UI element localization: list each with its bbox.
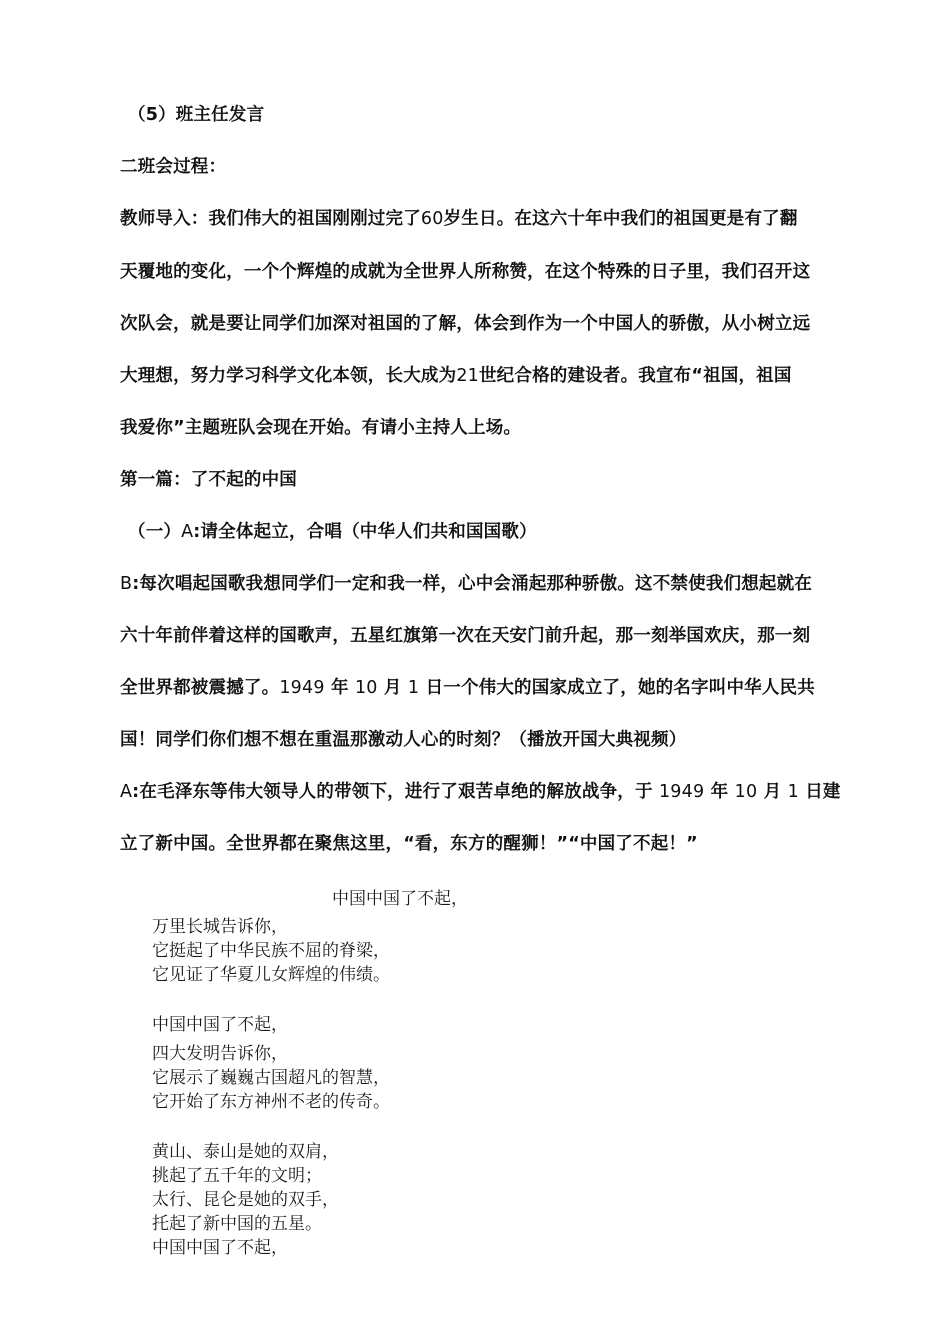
poem-line: 中国中国了不起， [332, 889, 468, 909]
heading-meeting-process: 二班会过程： [120, 157, 227, 177]
b-paragraph-line-3: 全世界都被震撼了。1949 年 10 月 1 日一个伟大的国家成立了，她的名字叫中华人民共 [120, 678, 815, 698]
poem-line: 四大发明告诉你， [152, 1044, 288, 1064]
b-paragraph-line-2: 六十年前伴着这样的国歌声，五星红旗第一次在天安门前升起，那一刻举国欢庆，那一刻 [120, 626, 811, 646]
intro-line-5: 我爱你”主题班队会现在开始。有请小主持人上场。 [120, 418, 522, 438]
poem-line: 中国中国了不起， [152, 1015, 288, 1035]
poem-line: 它挺起了中华民族不屈的脊梁， [152, 941, 390, 961]
section-one-heading: （一）A:请全体起立，合唱（中华人们共和国国歌） [128, 522, 537, 542]
a-paragraph-line-2: 立了新中国。全世界都在聚焦这里，“看，东方的醒狮！”“中国了不起！” [120, 834, 698, 854]
intro-line-3: 次队会，就是要让同学们加深对祖国的了解，体会到作为一个中国人的骄傲，从小树立远 [120, 314, 811, 334]
poem-line: 万里长城告诉你， [152, 917, 288, 937]
poem-line: 太行、昆仑是她的双手， [152, 1190, 339, 1210]
part-one-heading: 第一篇：了不起的中国 [120, 470, 297, 490]
a-paragraph-line-1: A:在毛泽东等伟大领导人的带领下，进行了艰苦卓绝的解放战争，于 1949 年 10 月 1 日建 [120, 782, 841, 802]
poem-line: 托起了新中国的五星。 [152, 1214, 322, 1234]
poem-line: 挑起了五千年的文明； [152, 1166, 322, 1186]
b-paragraph-line-1: B:每次唱起国歌我想同学们一定和我一样，心中会涌起那种骄傲。这不禁使我们想起就在 [120, 574, 813, 594]
poem-line: 它见证了华夏儿女辉煌的伟绩。 [152, 965, 390, 985]
poem-line: 它展示了巍巍古国超凡的智慧， [152, 1068, 390, 1088]
poem-line: 中国中国了不起， [152, 1238, 288, 1258]
poem-line: 它开始了东方神州不老的传奇。 [152, 1092, 390, 1112]
intro-line-4: 大理想，努力学习科学文化本领，长大成为21世纪合格的建设者。我宣布“祖国，祖国 [120, 366, 792, 386]
intro-line-1: 教师导入：我们伟大的祖国刚刚过完了60岁生日。在这六十年中我们的祖国更是有了翻 [120, 209, 798, 229]
b-paragraph-line-4: 国！同学们你们想不想在重温那激动人心的时刻？（播放开国大典视频） [120, 730, 687, 750]
poem-line: 黄山、泰山是她的双肩， [152, 1142, 339, 1162]
intro-line-2: 天覆地的变化，一个个辉煌的成就为全世界人所称赞，在这个特殊的日子里，我们召开这 [120, 262, 811, 282]
heading-class-teacher-speech: （5）班主任发言 [128, 105, 265, 125]
